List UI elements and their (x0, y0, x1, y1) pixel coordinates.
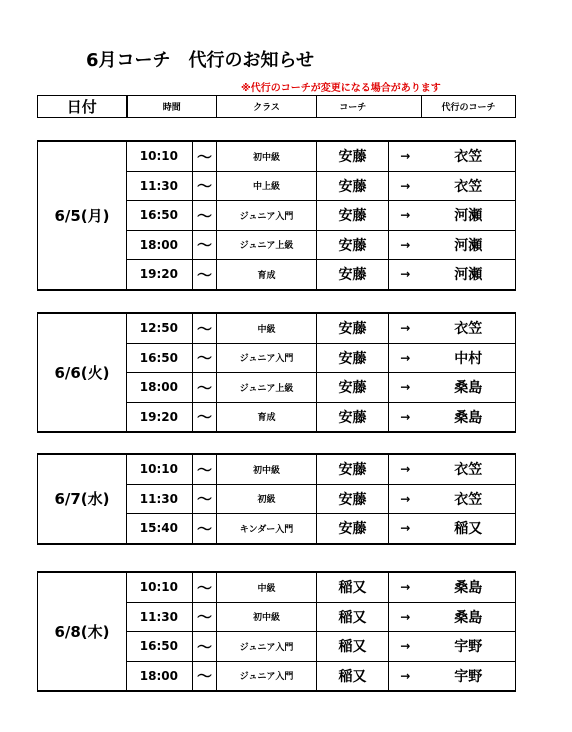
tilde: ～ (193, 373, 217, 403)
date-cell: 6/7(水) (38, 454, 127, 544)
class-cell: ジュニア入門 (217, 661, 317, 691)
class-cell: ジュニア上級 (217, 373, 317, 403)
header-class: クラス (217, 96, 317, 118)
table-row (38, 454, 516, 484)
arrow-cell: → (389, 343, 422, 373)
arrow-cell: → (389, 632, 422, 662)
page-title: 6月コーチ 代行のお知らせ (86, 50, 314, 71)
substitute-cell: 衣笠 (422, 313, 516, 343)
date-cell: 6/6(火) (38, 313, 127, 432)
class-cell: 育成 (217, 402, 317, 432)
tilde: ～ (193, 171, 217, 201)
time-cell: 16:50 (127, 343, 193, 373)
date-cell: 6/5(月) (38, 141, 127, 290)
class-cell: ジュニア上級 (217, 230, 317, 260)
coach-cell: 安藤 (317, 514, 389, 544)
substitute-cell: 宇野 (422, 632, 516, 662)
class-cell: 中上級 (217, 171, 317, 201)
coach-cell: 安藤 (317, 373, 389, 403)
arrow-cell: → (389, 454, 422, 484)
header-date: 日付 (38, 96, 127, 118)
arrow-cell: → (389, 572, 422, 602)
coach-cell: 安藤 (317, 201, 389, 231)
substitute-cell: 稲又 (422, 514, 516, 544)
tilde: ～ (193, 632, 217, 662)
tilde: ～ (193, 201, 217, 231)
tilde: ～ (193, 313, 217, 343)
header-substitute: 代行のコーチ (422, 96, 516, 118)
substitute-cell: 衣笠 (422, 484, 516, 514)
arrow-cell: → (389, 260, 422, 290)
arrow-cell: → (389, 484, 422, 514)
day-block-0606 (37, 312, 516, 433)
tilde: ～ (193, 484, 217, 514)
coach-cell: 安藤 (317, 454, 389, 484)
time-cell: 11:30 (127, 602, 193, 632)
coach-cell: 稲又 (317, 661, 389, 691)
tilde: ～ (193, 343, 217, 373)
coach-cell: 安藤 (317, 402, 389, 432)
substitute-cell: 桑島 (422, 602, 516, 632)
date-cell: 6/8(木) (38, 572, 127, 691)
header-arrow-spacer (389, 96, 422, 118)
class-cell: ジュニア入門 (217, 343, 317, 373)
substitute-cell: 桑島 (422, 572, 516, 602)
time-cell: 18:00 (127, 373, 193, 403)
arrow-cell: → (389, 661, 422, 691)
substitute-cell: 宇野 (422, 661, 516, 691)
time-cell: 12:50 (127, 313, 193, 343)
class-cell: 初級 (217, 484, 317, 514)
class-cell: 初中級 (217, 602, 317, 632)
tilde: ～ (193, 454, 217, 484)
table-row (38, 572, 516, 602)
time-cell: 16:50 (127, 201, 193, 231)
coach-cell: 稲又 (317, 632, 389, 662)
class-cell: 育成 (217, 260, 317, 290)
coach-cell: 安藤 (317, 141, 389, 171)
tilde: ～ (193, 141, 217, 171)
class-cell: ジュニア入門 (217, 632, 317, 662)
time-cell: 10:10 (127, 141, 193, 171)
class-cell: キンダー入門 (217, 514, 317, 544)
arrow-cell: → (389, 141, 422, 171)
substitute-cell: 衣笠 (422, 171, 516, 201)
substitute-cell: 河瀬 (422, 230, 516, 260)
substitute-cell: 桑島 (422, 402, 516, 432)
tilde: ～ (193, 260, 217, 290)
coach-cell: 安藤 (317, 260, 389, 290)
arrow-cell: → (389, 402, 422, 432)
substitute-cell: 中村 (422, 343, 516, 373)
time-cell: 19:20 (127, 260, 193, 290)
table-row (38, 141, 516, 171)
schedule-header (37, 95, 516, 118)
tilde: ～ (193, 602, 217, 632)
substitute-cell: 河瀬 (422, 201, 516, 231)
class-cell: ジュニア入門 (217, 201, 317, 231)
arrow-cell: → (389, 230, 422, 260)
substitute-cell: 桑島 (422, 373, 516, 403)
coach-cell: 安藤 (317, 484, 389, 514)
header-coach: コーチ (317, 96, 389, 118)
arrow-cell: → (389, 201, 422, 231)
tilde: ～ (193, 402, 217, 432)
tilde: ～ (193, 514, 217, 544)
tilde: ～ (193, 230, 217, 260)
coach-cell: 稲又 (317, 602, 389, 632)
day-block-0607 (37, 453, 516, 545)
time-cell: 18:00 (127, 661, 193, 691)
time-cell: 10:10 (127, 454, 193, 484)
substitute-cell: 衣笠 (422, 141, 516, 171)
class-cell: 中級 (217, 572, 317, 602)
class-cell: 中級 (217, 313, 317, 343)
arrow-cell: → (389, 373, 422, 403)
tilde: ～ (193, 661, 217, 691)
day-block-0605 (37, 140, 516, 291)
time-cell: 19:20 (127, 402, 193, 432)
coach-cell: 稲又 (317, 572, 389, 602)
time-cell: 11:30 (127, 484, 193, 514)
arrow-cell: → (389, 171, 422, 201)
header-time: 時間 (127, 96, 217, 118)
class-cell: 初中級 (217, 141, 317, 171)
coach-cell: 安藤 (317, 230, 389, 260)
time-cell: 18:00 (127, 230, 193, 260)
class-cell: 初中級 (217, 454, 317, 484)
time-cell: 11:30 (127, 171, 193, 201)
substitute-cell: 河瀬 (422, 260, 516, 290)
time-cell: 15:40 (127, 514, 193, 544)
substitute-cell: 衣笠 (422, 454, 516, 484)
time-cell: 10:10 (127, 572, 193, 602)
arrow-cell: → (389, 313, 422, 343)
change-notice: ※代行のコーチが変更になる場合があります (241, 83, 441, 94)
tilde: ～ (193, 572, 217, 602)
coach-cell: 安藤 (317, 313, 389, 343)
arrow-cell: → (389, 514, 422, 544)
coach-cell: 安藤 (317, 171, 389, 201)
day-block-0608 (37, 571, 516, 692)
coach-cell: 安藤 (317, 343, 389, 373)
time-cell: 16:50 (127, 632, 193, 662)
arrow-cell: → (389, 602, 422, 632)
table-row (38, 313, 516, 343)
